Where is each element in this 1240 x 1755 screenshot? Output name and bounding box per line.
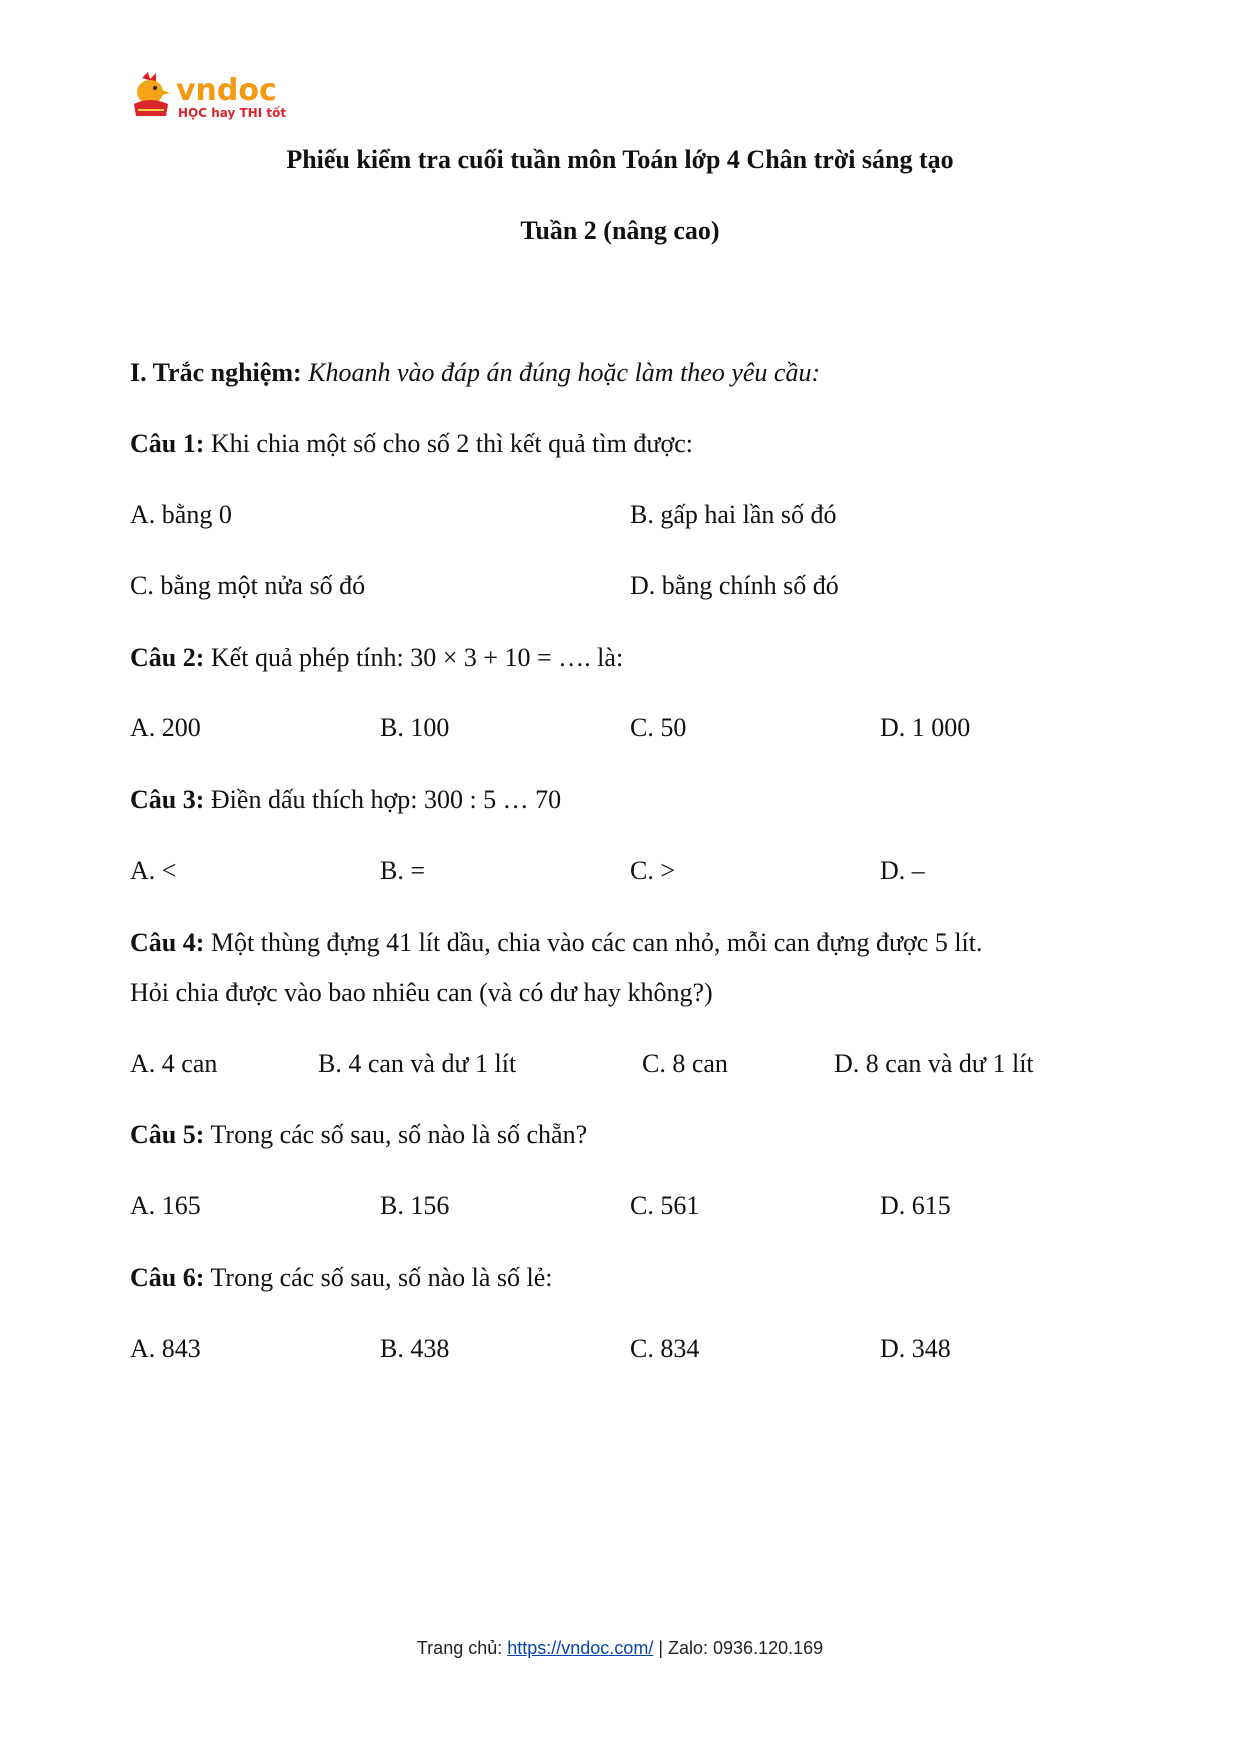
question-label: Câu 2: xyxy=(130,643,205,672)
q1-option-a[interactable]: A. bằng 0 xyxy=(130,500,232,529)
section-header xyxy=(130,358,820,388)
svg-text:vndoc: vndoc xyxy=(176,73,277,108)
question-1 xyxy=(130,429,693,459)
question-label: Câu 3: xyxy=(130,785,205,814)
rooster-icon xyxy=(134,72,170,116)
q1-option-c[interactable]: C. bằng một nửa số đó xyxy=(130,571,366,600)
question-5 xyxy=(130,1120,587,1150)
question-4 xyxy=(130,928,983,958)
question-3 xyxy=(130,785,561,815)
question-text: Một thùng đựng 41 lít dầu, chia vào các can nhỏ, mỗi can đựng được 5 lít. xyxy=(210,928,983,957)
document-title: Phiếu kiểm tra cuối tuần môn Toán lớp 4 Chân trời sáng tạo xyxy=(286,145,954,174)
question-4-continued: Hỏi chia được vào bao nhiêu can (và có dư hay không?) xyxy=(130,978,713,1007)
question-label: Câu 4: xyxy=(130,928,205,957)
q4-option-c[interactable]: C. 8 can xyxy=(642,1049,728,1078)
q3-option-d[interactable]: D. – xyxy=(880,856,925,885)
q6-option-c[interactable]: C. 834 xyxy=(630,1334,700,1363)
q4-option-b[interactable]: B. 4 can và dư 1 lít xyxy=(318,1049,517,1078)
q5-option-c[interactable]: C. 561 xyxy=(630,1191,700,1220)
footer-contact: | Zalo: 0936.120.169 xyxy=(653,1638,824,1658)
q3-option-c[interactable]: C. > xyxy=(630,856,676,885)
q5-option-b[interactable]: B. 156 xyxy=(380,1191,450,1220)
document-subtitle: Tuần 2 (nâng cao) xyxy=(520,216,720,245)
footer-prefix: Trang chủ: xyxy=(416,1638,508,1658)
q2-option-a[interactable]: A. 200 xyxy=(130,713,201,742)
q4-option-a[interactable]: A. 4 can xyxy=(130,1049,218,1078)
q2-option-c[interactable]: C. 50 xyxy=(630,713,687,742)
q5-option-a[interactable]: A. 165 xyxy=(130,1191,201,1220)
q1-option-b[interactable]: B. gấp hai lần số đó xyxy=(630,500,837,529)
q3-option-a[interactable]: A. < xyxy=(130,856,177,885)
svg-text:HỌC hay THI tốt: HỌC hay THI tốt xyxy=(178,106,287,120)
q6-option-a[interactable]: A. 843 xyxy=(130,1334,201,1363)
q4-option-d[interactable]: D. 8 can và dư 1 lít xyxy=(834,1049,1034,1078)
question-2 xyxy=(130,643,623,673)
q5-option-d[interactable]: D. 615 xyxy=(880,1191,951,1220)
question-text: Kết quả phép tính: 30 × 3 + 10 = …. là: xyxy=(210,643,624,672)
section-instruction: Khoanh vào đáp án đúng hoặc làm theo yêu cầu: xyxy=(308,358,821,387)
question-6 xyxy=(130,1263,553,1293)
question-text: Khi chia một số cho số 2 thì kết quả tìm được: xyxy=(210,429,693,458)
section-label: I. Trắc nghiệm: xyxy=(130,358,302,387)
question-text: Trong các số sau, số nào là số chẵn? xyxy=(210,1120,588,1149)
question-label: Câu 5: xyxy=(130,1120,205,1149)
vndoc-logo xyxy=(128,70,288,126)
q2-option-b[interactable]: B. 100 xyxy=(380,713,450,742)
question-text: Trong các số sau, số nào là số lẻ: xyxy=(210,1263,553,1292)
q6-option-d[interactable]: D. 348 xyxy=(880,1334,951,1363)
page-footer xyxy=(0,1638,1240,1659)
question-text: Điền dấu thích hợp: 300 : 5 … 70 xyxy=(210,785,562,814)
q1-option-d[interactable]: D. bằng chính số đó xyxy=(630,571,839,600)
question-label: Câu 6: xyxy=(130,1263,205,1292)
homepage-link[interactable]: https://vndoc.com/ xyxy=(507,1638,654,1658)
q3-option-b[interactable]: B. = xyxy=(380,856,426,885)
q2-option-d[interactable]: D. 1 000 xyxy=(880,713,971,742)
question-label: Câu 1: xyxy=(130,429,205,458)
q6-option-b[interactable]: B. 438 xyxy=(380,1334,450,1363)
